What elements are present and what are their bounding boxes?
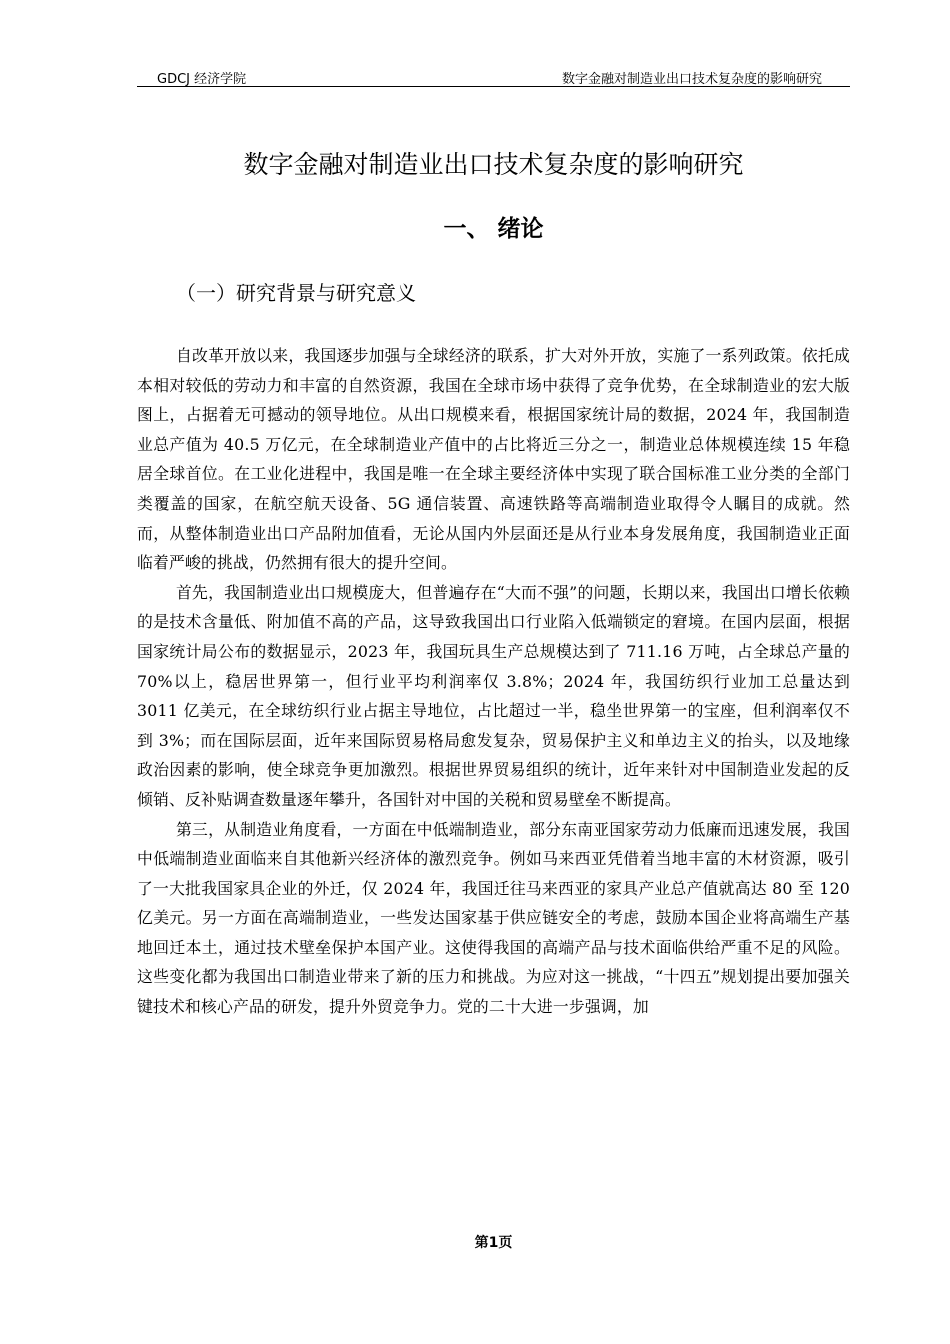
section-heading: （一）研究背景与研究意义	[176, 281, 416, 305]
chapter-heading: 一、 绪论	[443, 216, 544, 242]
page-header	[137, 64, 850, 87]
header-school: GDCJ 经济学院	[157, 72, 247, 87]
page-number: 第1页	[474, 1235, 513, 1251]
body-text	[137, 341, 850, 1022]
document-title: 数字金融对制造业出口技术复杂度的影响研究	[243, 150, 744, 179]
paragraph-1: 自改革开放以来，我国逐步加强与全球经济的联系，扩大对外开放，实施了一系列政策。依托成本相对较低的劳动力和丰富的自然资源，我国在全球市场中获得了竞争优势，在全球制造业的宏大版图上，占据着无可撼动的领导地位。从出口规模来看，根据国家统计局的数据，2024 年，我国制造业总产值为 40.5 万亿元，在全球制造业产值中的占比将近三分之一，制造业总体规模连续 15 年稳居全球首位。在工业化进程中，我国是唯一在全球主要经济体中实现了联合国标准工业分类的全部门类覆盖的国家，在航空航天设备、5G 通信装置、高速铁路等高端制造业取得令人瞩目的成就。然而，从整体制造业出口产品附加值看，无论从国内外层面还是从行业本身发展角度，我国制造业正面临着严峻的挑战，仍然拥有很大的提升空间。	[137, 346, 850, 573]
header-doc-title: 数字金融对制造业出口技术复杂度的影响研究	[561, 72, 822, 87]
paragraph-3: 第三，从制造业角度看，一方面在中低端制造业，部分东南亚国家劳动力低廉而迅速发展，我国中低端制造业面临来自其他新兴经济体的激烈竞争。例如马来西亚凭借着当地丰富的木材资源，吸引了一大批我国家具企业的外迁，仅 2024 年，我国迁往马来西亚的家具产业总产值就高达 80 至 120 亿美元。另一方面在高端制造业，一些发达国家基于供应链安全的考虑，鼓励本国企业将高端生产基地回迁本土，通过技术壁垒保护本国产业。这使得我国的高端产品与技术面临供给严重不足的风险。这些变化都为我国出口制造业带来了新的压力和挑战。为应对这一挑战，“十四五”规划提出要加强关键技术和核心产品的研发，提升外贸竞争力。党的二十大进一步强调，加	[137, 819, 850, 1017]
paragraph-2: 首先，我国制造业出口规模庞大，但普遍存在“大而不强”的问题，长期以来，我国出口增长依赖的是技术含量低、附加值不高的产品，这导致我国出口行业陷入低端锁定的窘境。在国内层面，根据国家统计局公布的数据显示，2023 年，我国玩具生产总规模达到了 711.16 万吨，占全球总产量的 70%以上，稳居世界第一，但行业平均利润率仅 3.8%；2024 年，我国纺织行业加工总量达到 3011 亿美元，在全球纺织行业占据主导地位，占比超过一半，稳坐世界第一的宝座，但利润率仅不到 3%；而在国际层面，近年来国际贸易格局愈发复杂，贸易保护主义和单边主义的抬头，以及地缘政治因素的影响，使全球竞争更加激烈。根据世界贸易组织的统计，近年来针对中国制造业发起的反倾销、反补贴调查数量逐年攀升，各国针对中国的关税和贸易壁垒不断提高。	[137, 582, 850, 809]
